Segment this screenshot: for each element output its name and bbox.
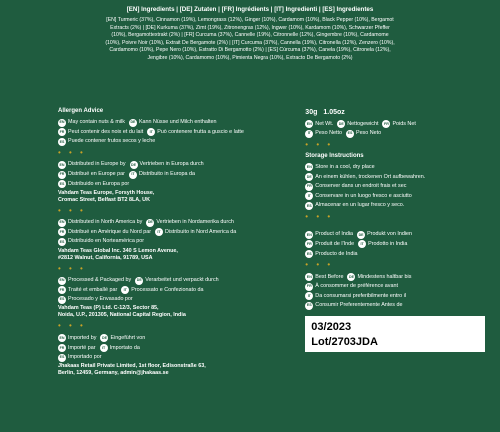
language-line: [58, 277, 291, 285]
net-weight: [305, 108, 490, 117]
language-line: [305, 173, 490, 181]
language-badge-icon: FR: [382, 120, 390, 128]
eu-address: [58, 190, 291, 204]
language-line: [305, 130, 490, 138]
language-text: Kann Nüsse und Milch enthalten: [138, 119, 217, 126]
ingredients-line: Extracts (2%) | [DE] Kurkuma (37%), Zimt (19%), Zitronengras (12%), Ingwer (10%), Kardamom (10%), Schwarzer Pfeffer: [110, 24, 390, 31]
language-text: Può contenere frutta a guscio e latte: [157, 128, 244, 135]
language-line: [58, 286, 291, 294]
separator-dots: • • •: [305, 139, 334, 149]
weight-lines: [305, 120, 490, 138]
language-text: Eingeführt von: [110, 334, 146, 341]
language-badge-icon: IT: [358, 240, 366, 248]
eu-address-line: Cromac Street, Belfast BT2 8LA, UK: [58, 196, 150, 203]
language-text: Puede contener frutos secos y leche: [68, 138, 156, 145]
language-badge-icon: ES: [58, 138, 66, 146]
storage-lines: [305, 163, 490, 209]
language-text: Distributed in Europe by: [68, 161, 126, 168]
language-line: [58, 219, 291, 227]
language-badge-icon: EN: [58, 161, 66, 169]
processed-lines: [58, 277, 291, 304]
processor-address-line: Vahdam Teas (P) Ltd. C-12/3, Sector 85,: [58, 305, 159, 312]
language-text: Vertrieben in Europa durch: [139, 161, 204, 168]
ingredients-line: (10%), Poivre Noir (10%), Extrait De Bergamote (2%) | [IT] Curcuma (37%), Cannella (19%), Citronella (12%), Zenzero (10%),: [105, 39, 395, 46]
language-text: Produit de l'Inde: [315, 240, 355, 247]
language-line: [58, 334, 291, 342]
language-line: [305, 250, 490, 258]
language-badge-icon: ES: [305, 202, 313, 210]
processor-address: [58, 305, 291, 319]
separator-dots: • • •: [305, 260, 334, 270]
language-badge-icon: EN: [305, 120, 313, 128]
language-badge-icon: FR: [58, 228, 66, 236]
language-badge-icon: ES: [58, 238, 66, 246]
language-text: Imported by: [68, 334, 97, 341]
language-line: [58, 344, 291, 352]
storage-title: Storage Instructions: [305, 152, 364, 159]
language-badge-icon: FR: [58, 344, 66, 352]
language-text: Procesado y Envasado por: [68, 296, 133, 303]
language-badge-icon: FR: [305, 283, 313, 291]
language-text: Distribuito in Europa da: [138, 171, 195, 178]
lot-number: Lot/2703JDA: [311, 335, 378, 348]
language-text: Traité et emballé par: [68, 286, 118, 293]
language-line: [305, 302, 490, 310]
distributed-na-lines: [58, 219, 291, 246]
language-text: Store in a cool, dry place: [315, 163, 375, 170]
language-line: [305, 163, 490, 171]
language-text: À consommer de préférence avant: [315, 283, 398, 290]
language-text: Prodotto in India: [368, 240, 408, 247]
language-badge-icon: FR: [58, 171, 66, 179]
language-text: Processed & Packaged by: [68, 277, 132, 284]
language-text: Product of India: [315, 231, 354, 238]
language-badge-icon: EN: [58, 219, 66, 227]
language-badge-icon: IT: [305, 292, 313, 300]
language-line: [305, 240, 490, 248]
language-line: [58, 228, 291, 236]
language-text: An einem kühlen, trockenen Ort aufbewahren.: [315, 173, 426, 180]
language-badge-icon: FR: [58, 286, 66, 294]
weight-ounces: 1.05oz: [323, 109, 345, 116]
ingredients-section: [10, 6, 490, 62]
best-before-lines: [305, 273, 490, 310]
language-text: May contain nuts & milk: [68, 119, 125, 126]
separator-dots: • • •: [305, 211, 334, 221]
language-badge-icon: EN: [305, 163, 313, 171]
language-line: [58, 180, 291, 188]
language-badge-icon: ES: [305, 302, 313, 310]
language-badge-icon: DE: [305, 173, 313, 181]
na-address: [58, 248, 291, 262]
language-line: [58, 128, 291, 136]
language-text: Best Before: [315, 273, 344, 280]
language-badge-icon: DE: [135, 277, 143, 285]
language-badge-icon: EN: [305, 231, 313, 239]
language-badge-icon: IT: [155, 228, 163, 236]
language-text: Verarbeitet und verpackt durch: [145, 277, 219, 284]
language-text: Net Wt.: [315, 120, 334, 127]
processor-address-line: Noida, U.P., 201305, National Capital Region, India: [58, 312, 186, 319]
language-text: Peso Netto: [315, 130, 342, 137]
language-badge-icon: IT: [147, 128, 155, 136]
language-badge-icon: FR: [305, 240, 313, 248]
language-text: Distribuido en Europa por: [68, 180, 130, 187]
language-badge-icon: IT: [121, 286, 129, 294]
eu-address-line: Vahdam Teas Europe, Forsyth House,: [58, 189, 155, 196]
language-text: Distribué en Europe par: [68, 171, 125, 178]
language-text: Producto de India: [315, 250, 358, 257]
lot-date: 03/2023: [311, 320, 352, 333]
language-badge-icon: DE: [100, 334, 108, 342]
language-text: Da consumarsi preferibilmente entro il: [315, 292, 407, 299]
language-text: Peut contenir des noix et du lait: [68, 128, 144, 135]
ingredients-line: Cardamomo (10%), Pepe Nero (10%), Estratto Di Bergamotto (2%) | [ES] Cúrcuma (37%), Canela (19%), Citronela (12%),: [109, 47, 391, 54]
language-text: Poids Net: [392, 120, 416, 127]
na-address-line: #2812 Walnut, California, 91789, USA: [58, 254, 153, 261]
language-badge-icon: ES: [58, 180, 66, 188]
language-text: Distribuito in Nord America da: [165, 228, 237, 235]
language-badge-icon: EN: [58, 277, 66, 285]
language-badge-icon: DE: [146, 219, 154, 227]
language-line: [305, 202, 490, 210]
allergen-title: Allergen Advice: [58, 108, 104, 114]
language-badge-icon: IT: [129, 171, 137, 179]
language-line: [305, 273, 490, 281]
language-badge-icon: ES: [58, 354, 66, 362]
language-text: Mindestens haltbar bis: [357, 273, 412, 280]
language-text: Distribuido en Norteamérica por: [68, 238, 145, 245]
ingredients-line: Jengibre (10%), Cardamomo (10%), Pimienta Negra (10%), Extracto De Bergamoto (2%): [147, 54, 353, 61]
language-text: Nettogewicht: [347, 120, 379, 127]
language-badge-icon: IT: [305, 192, 313, 200]
language-badge-icon: FR: [58, 128, 66, 136]
details-columns: [58, 108, 490, 379]
language-line: [58, 296, 291, 304]
ingredients-line: [EN] Turmeric (37%), Cinnamon (19%), Lemongrass (12%), Ginger (10%), Cardamom (10%), Black Pepper (10%), Bergamot: [106, 17, 394, 24]
separator-dots: • • •: [58, 205, 86, 215]
importer-address-line: Jhakaas Retail Private Limited, 1st floor, Edisonstraße 63,: [58, 363, 206, 370]
weight-grams: 30g: [305, 109, 318, 116]
na-address-line: Vahdam Teas Global Inc. 340 S Lemon Avenue,: [58, 247, 178, 254]
language-text: Produkt von Indien: [367, 231, 413, 238]
language-badge-icon: FR: [305, 183, 313, 191]
language-badge-icon: EN: [305, 273, 313, 281]
language-text: Conserver dans un endroit frais et sec: [315, 183, 407, 190]
lot-box: [305, 316, 485, 352]
distributed-eu-lines: [58, 161, 291, 188]
language-text: Consumir Preferentemente Antes de: [315, 302, 403, 309]
importer-address-line: Berlin, 12459, Germany, admin@jhakaas.se: [58, 370, 169, 377]
language-badge-icon: ES: [305, 250, 313, 258]
language-line: [58, 238, 291, 246]
language-text: Processato e Confezionato da: [131, 286, 204, 293]
language-text: Distribué en Amérique du Nord par: [68, 228, 151, 235]
language-line: [305, 120, 490, 128]
separator-dots: • • •: [58, 263, 86, 273]
language-badge-icon: DE: [357, 231, 365, 239]
language-badge-icon: ES: [58, 296, 66, 304]
language-line: [58, 354, 291, 362]
language-badge-icon: ES: [346, 130, 354, 138]
language-line: [58, 171, 291, 179]
language-line: [305, 283, 490, 291]
language-badge-icon: EN: [58, 334, 66, 342]
language-badge-icon: IT: [100, 344, 108, 352]
language-text: Distributed in North America by: [68, 219, 143, 226]
language-text: Importé par: [68, 344, 96, 351]
right-column: [305, 108, 490, 379]
language-badge-icon: DE: [347, 273, 355, 281]
separator-dots: • • •: [58, 321, 86, 331]
language-line: [305, 292, 490, 300]
language-line: [58, 161, 291, 169]
language-badge-icon: IT: [305, 130, 313, 138]
left-column: [58, 108, 291, 379]
language-line: [305, 192, 490, 200]
ingredients-line: (10%), Bergamottextrakt (2%) | [FR] Curcuma (37%), Cannelle (19%), Citronnelle (12%), Gingembre (10%), Cardamome: [111, 32, 389, 39]
language-text: Vertrieben in Nordamerika durch: [156, 219, 234, 226]
language-text: Peso Neto: [355, 130, 382, 137]
importer-address: [58, 363, 291, 377]
language-line: [305, 231, 490, 239]
ingredients-body: [50, 17, 450, 62]
origin-lines: [305, 231, 490, 258]
language-badge-icon: DE: [129, 119, 137, 127]
language-text: Conservare in un luogo fresco e asciutto: [315, 192, 412, 199]
language-text: Importato da: [109, 344, 140, 351]
language-line: [305, 183, 490, 191]
language-badge-icon: DE: [337, 120, 345, 128]
language-badge-icon: EN: [58, 119, 66, 127]
allergen-lines: [58, 119, 291, 146]
language-badge-icon: DE: [130, 161, 138, 169]
language-text: Almacenar en un lugar fresco y seco.: [315, 202, 405, 209]
imported-lines: [58, 334, 291, 361]
language-text: Importado por: [68, 354, 102, 361]
ingredients-header: [EN] Ingredients | [DE] Zutaten | [FR] Ingrédients | [IT] Ingredienti | [ES] Ingredientes: [126, 6, 374, 13]
language-line: [58, 138, 291, 146]
language-line: [58, 119, 291, 127]
separator-dots: • • •: [58, 147, 86, 157]
